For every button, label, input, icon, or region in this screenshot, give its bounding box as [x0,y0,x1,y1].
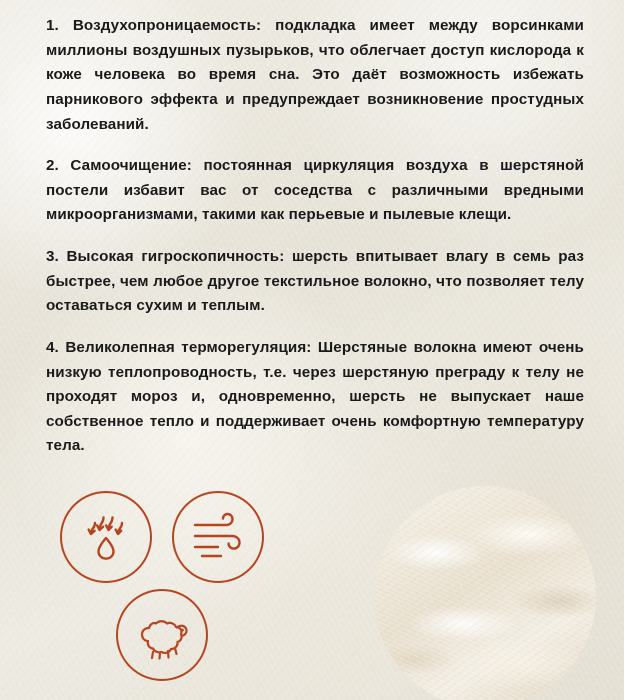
paragraph-3: 3. Высокая гигроскопичность: шерсть впитывает влагу в семь раз быстрее, чем любое другое текстильное волокно, что позволяет телу оставаться сухим и теплым. [46,248,584,315]
paragraph-1: 1. Воздухопроницаемость: подкладка имеет между ворсинками миллионы воздушных пузырьков, что облегчает доступ кислорода к коже человека во время сна. Это даёт возможность избежать парникового эффекта и предупреждает возникновение простудных заболеваний. [46,17,584,133]
paragraph-4: 4. Великолепная терморегуляция: Шерстяные волокна имеют очень низкую теплопроводность, т.е. через шерстяную преграду к телу не проходят мороз и, одновременно, шерсть не выпускает наше собственное тепло и поддерживает очень комфортную температуру тела. [46,338,584,455]
wool-fiber-photo [374,486,596,700]
wind-airflow-icon [172,491,264,583]
paragraph-2: 2. Самоочищение: постоянная циркуляция воздуха в шерстяной постели избавит вас от соседства с различными вредными микроорганизмами, такими как перьевые и пылевые клещи. [46,157,584,224]
icon-group [60,491,270,686]
bottom-illustration-area [0,480,624,700]
sheep-wool-icon [116,589,208,681]
water-drop-breathability-icon [60,491,152,583]
